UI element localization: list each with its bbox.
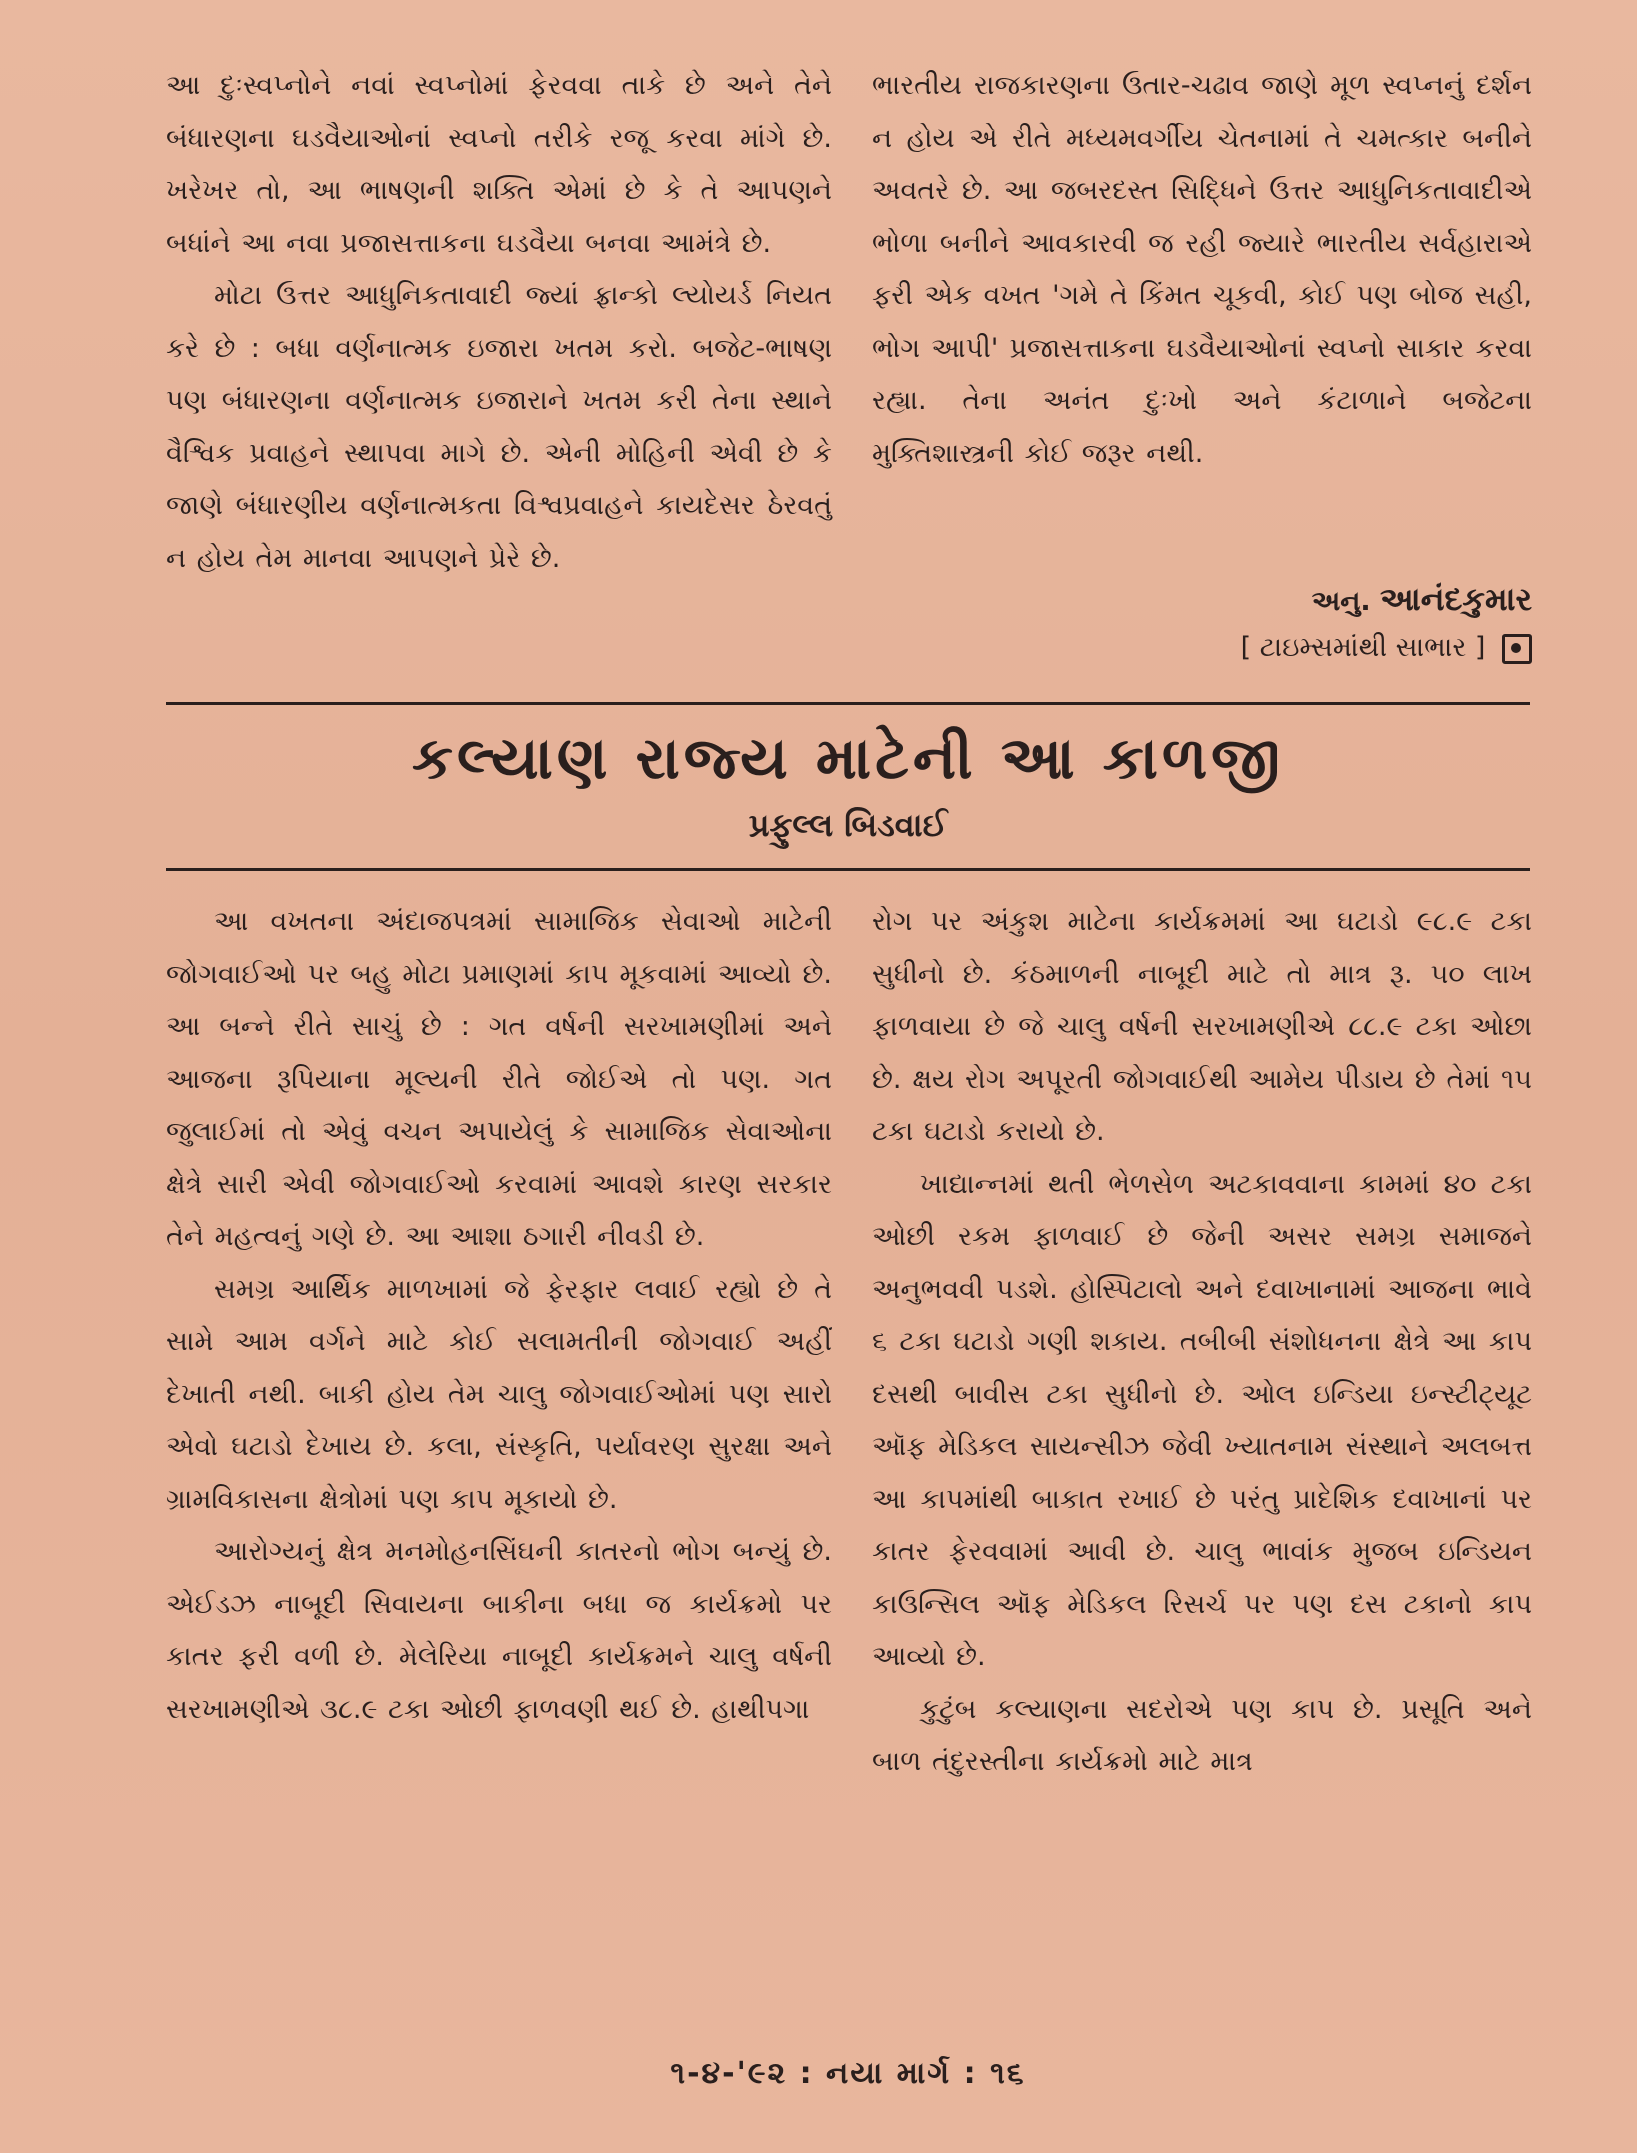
paragraph: ખાદ્યાન્નમાં થતી ભેળસેળ અટકાવવાના કામમાં ૪૦ ટકા ઓછી રકમ ફાળવાઈ છે જેની અસર સમગ્ર સમાજને અનુભવવી પડશે. હોસ્પિટાલો અને દવાખાનામાં આજના ભાવે ૬ ટકા ઘટાડો ગણી શકાય. તબીબી સંશોધનના ક્ષેત્રે આ કાપ દસથી બાવીસ ટકા સુધીનો છે. ઓલ ઇન્ડિયા ઇન્સ્ટીટ્યૂટ ઑફ મેડિકલ સાયન્સીઝ જેવી ખ્યાતનામ સંસ્થાને અલબત્ત આ કાપમાંથી બાકાત રખાઈ છે પરંતુ પ્રાદેશિક દવાખાનાં પર કાતર ફેરવવામાં આવી છે. ચાલુ ભાવાંક મુજબ ઇન્ડિયન કાઉન્સિલ ઑફ મેડિકલ રિસર્ચ પર પણ દસ ટકાનો કાપ આવ્યો છે. bbox=[872, 1168, 1532, 1672]
article-byline: પ્રફુલ્લ બિડવાઈ bbox=[748, 806, 948, 844]
end-mark-icon bbox=[1502, 634, 1532, 664]
source-text: [ ટાઇમ્સમાંથી સાભાર ] bbox=[1240, 632, 1486, 663]
translator-prefix: અનુ. bbox=[1311, 586, 1371, 617]
translator-name: આનંદકુમાર bbox=[1379, 580, 1532, 618]
source-credit bbox=[872, 632, 1532, 664]
paragraph: કુટુંબ કલ્યાણના સદરોએ પણ કાપ છે. પ્રસૂતિ અને બાળ તંદુરસ્તીના કાર્યક્રમો માટે માત્ર bbox=[872, 1693, 1532, 1777]
paragraph: રોગ પર અંકુશ માટેના કાર્યક્રમમાં આ ઘટાડો ૯૮.૯ ટકા સુધીનો છે. કંઠમાળની નાબૂદી માટે તો માત્ર રૂ. ૫૦ લાખ ફાળવાયા છે જે ચાલુ વર્ષની સરખામણીએ ૮૮.૯ ટકા ઓછા છે. ક્ષય રોગ અપૂરતી જોગવાઈથી આમેય પીડાય છે તેમાં ૧૫ ટકા ઘટાડો કરાયો છે. bbox=[872, 906, 1532, 1147]
paragraph: સમગ્ર આર્થિક માળખામાં જે ફેરફાર લવાઈ રહ્યો છે તે સામે આમ વર્ગને માટે કોઈ સલામતીની જોગવાઈ અહીં દેખાતી નથી. બાકી હોય તેમ ચાલુ જોગવાઈઓમાં પણ સારો એવો ઘટાડો દેખાય છે. કલા, સંસ્કૃતિ, પર્યાવરણ સુરક્ષા અને ગ્રામવિકાસના ક્ષેત્રોમાં પણ કાપ મૂકાયો છે. bbox=[166, 1273, 832, 1515]
page-footer: ૧-૪-'૯૨ : નયા માર્ગ : ૧૬ bbox=[670, 2056, 1026, 2091]
translator-credit bbox=[872, 580, 1532, 619]
paragraph: આ વખતના અંદાજપત્રમાં સામાજિક સેવાઓ માટેની જોગવાઈઓ પર બહુ મોટા પ્રમાણમાં કાપ મૂકવામાં આવ્યો છે. આ બન્ને રીતે સાચું છે : ગત વર્ષની સરખામણીમાં અને આજના રૂપિયાના મૂલ્યની રીતે જોઈએ તો પણ. ગત જુલાઈમાં તો એવું વચન અપાયેલું કે સામાજિક સેવાઓના ક્ષેત્રે સારી એવી જોગવાઈઓ કરવામાં આવશે કારણ સરકાર તેને મહત્વનું ગણે છે. આ આશા ઠગારી નીવડી છે. bbox=[166, 906, 832, 1252]
divider bbox=[166, 702, 1530, 705]
article-headline: કલ્યાણ રાજ્ય માટેની આ કાળજી bbox=[412, 724, 1284, 792]
paragraph: મોટા ઉત્તર આધુનિકતાવાદી જ્યાં ફ્રાન્કો લ્યોયર્ડ નિયત કરે છે : બધા વર્ણનાત્મક ઇજારા ખતમ કરો. બજેટ-ભાષણ પણ બંધારણના વર્ણનાત્મક ઇજારાને ખતમ કરી તેના સ્થાને વૈશ્વિક પ્રવાહને સ્થાપવા માગે છે. એની મોહિની એવી છે કે જાણે બંધારણીય વર્ણનાત્મકતા વિશ્વપ્રવાહને કાયદેસર ઠેરવતું ન હોય તેમ માનવા આપણને પ્રેરે છે. bbox=[166, 280, 832, 574]
previous-article-left-column bbox=[166, 60, 832, 585]
paragraph: આ દુઃસ્વપ્નોને નવાં સ્વપ્નોમાં ફેરવવા તાકે છે અને તેને બંધારણના ઘડવૈયાઓનાં સ્વપ્નો તરીકે રજૂ કરવા માંગે છે. ખરેખર તો, આ ભાષણની શક્તિ એમાં છે કે તે આપણને બધાંને આ નવા પ્રજાસત્તાકના ઘડવૈયા બનવા આમંત્રે છે. bbox=[166, 70, 832, 259]
paragraph: ભારતીય રાજકારણના ઉતાર-ચઢાવ જાણે મૂળ સ્વપ્નનું દર્શન ન હોય એ રીતે મધ્યમવર્ગીય ચેતનામાં તે ચમત્કાર બનીને અવતરે છે. આ જબરદસ્ત સિદ્ધિને ઉત્તર આધુનિકતાવાદીએ ભોળા બનીને આવકારવી જ રહી જ્યારે ભારતીય સર્વહારાએ ફરી એક વખત 'ગમે તે કિંમત ચૂકવી, કોઈ પણ બોજ સહી, ભોગ આપી' પ્રજાસત્તાકના ઘડવૈયાઓનાં સ્વપ્નો સાકાર કરવા રહ્યા. તેના અનંત દુઃખો અને કંટાળાને બજેટના મુક્તિશાસ્ત્રની કોઈ જરૂર નથી. bbox=[872, 70, 1532, 469]
previous-article-right-column bbox=[872, 60, 1532, 480]
article-right-column bbox=[872, 896, 1532, 1789]
paragraph: આરોગ્યનું ક્ષેત્ર મનમોહનસિંઘની કાતરનો ભોગ બન્યું છે. એઈડઝ નાબૂદી સિવાયના બાકીના બધા જ કાર્યક્રમો પર કાતર ફરી વળી છે. મેલેરિયા નાબૂદી કાર્યક્રમને ચાલુ વર્ષની સરખામણીએ ૩૮.૯ ટકા ઓછી ફાળવણી થઈ છે. હાથીપગા bbox=[166, 1536, 832, 1725]
article-left-column bbox=[166, 896, 832, 1736]
divider bbox=[166, 868, 1530, 871]
